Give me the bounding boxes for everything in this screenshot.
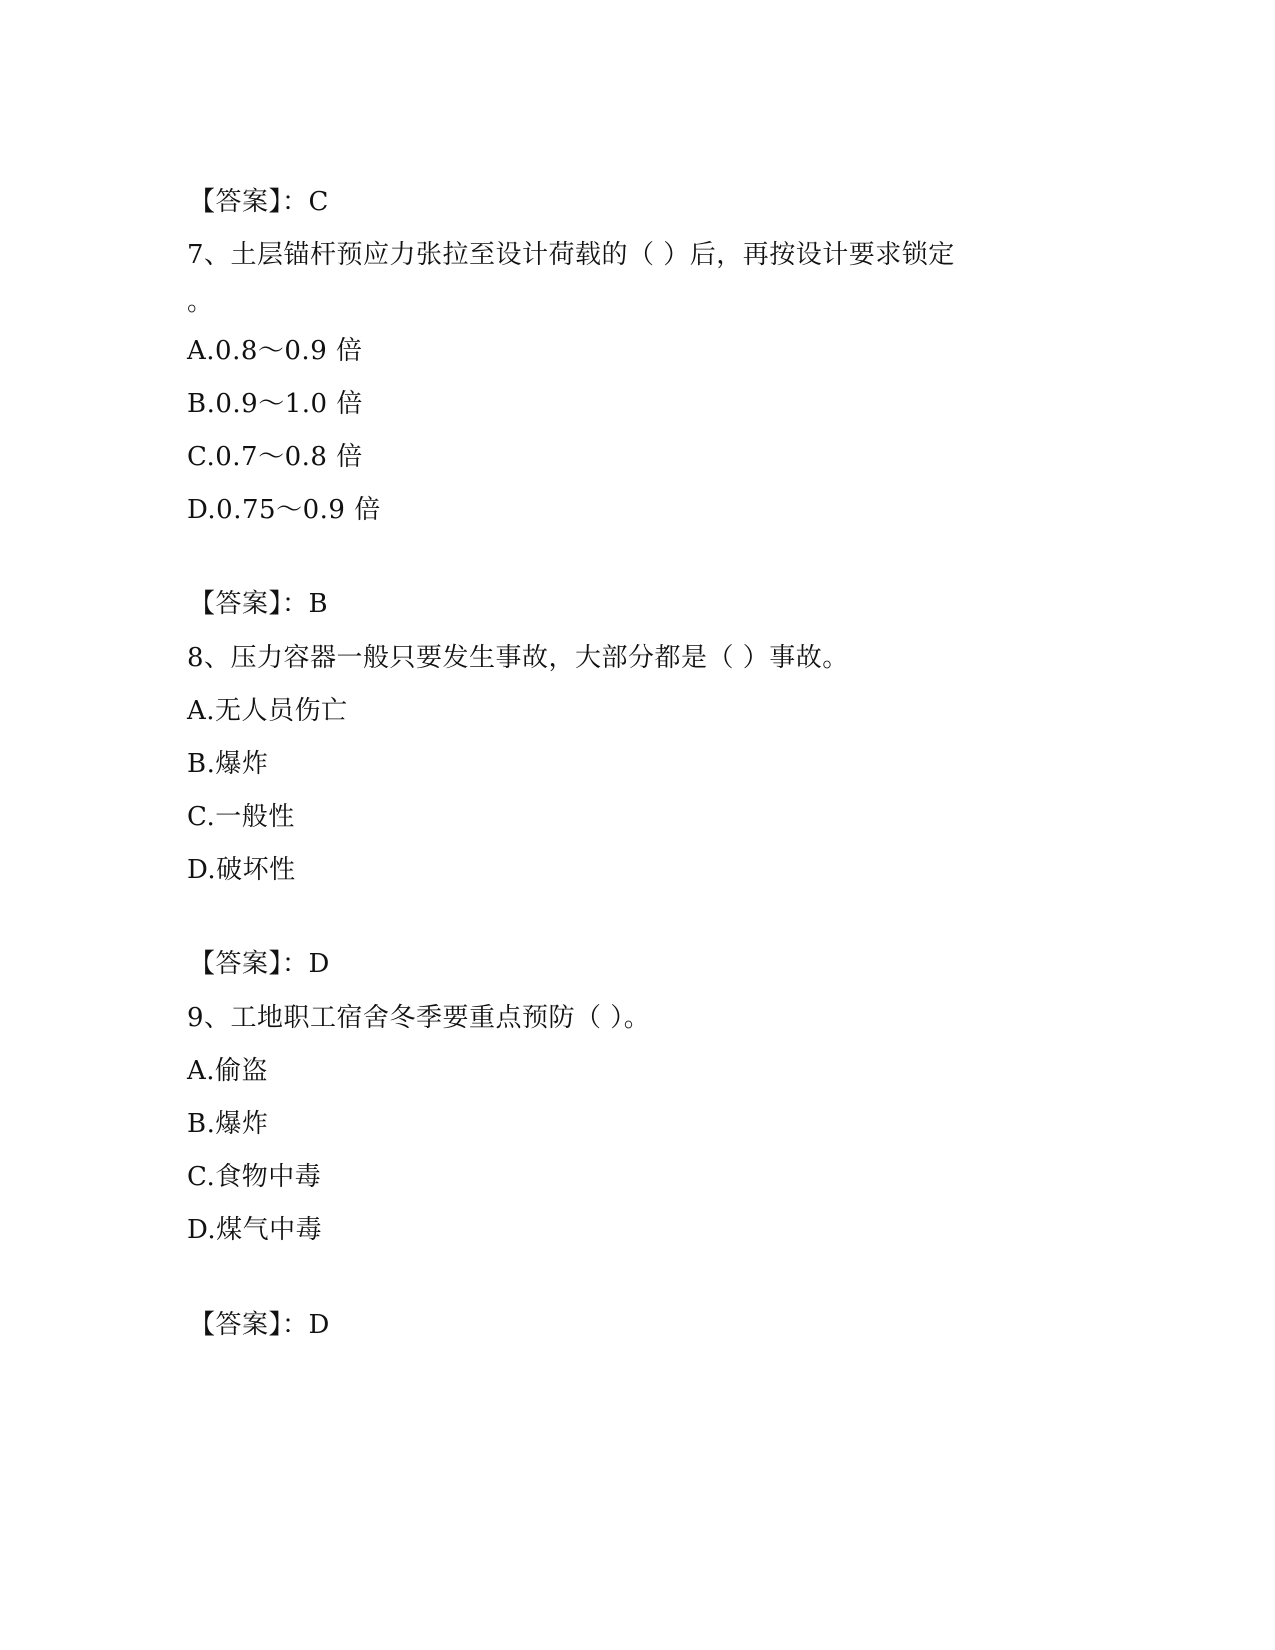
option-c: C.一般性	[187, 802, 295, 832]
answer-line: 【答案】：D	[189, 949, 330, 979]
option-d: D.煤气中毒	[187, 1215, 323, 1245]
answer-line: 【答案】：D	[189, 1310, 330, 1340]
question-stem-continuation: 。	[187, 287, 214, 317]
option-c: C.食物中毒	[187, 1162, 322, 1192]
option-b: B.爆炸	[187, 749, 269, 779]
option-a: A.无人员伤亡	[187, 696, 348, 726]
question-stem: 8、压力容器一般只要发生事故，大部分都是（ ）事故。	[187, 643, 849, 673]
answer-line: 【答案】：C	[189, 187, 329, 217]
question-stem: 9、工地职工宿舍冬季要重点预防（ ）。	[187, 1003, 651, 1033]
answer-line: 【答案】：B	[189, 589, 329, 619]
option-a: A.偷盗	[187, 1056, 269, 1086]
option-d: D.0.75～0.9 倍	[187, 495, 381, 525]
option-b: B.爆炸	[187, 1109, 269, 1139]
option-a: A.0.8～0.9 倍	[187, 336, 363, 366]
option-d: D.破坏性	[187, 855, 296, 885]
option-b: B.0.9～1.0 倍	[187, 389, 363, 419]
question-stem: 7、土层锚杆预应力张拉至设计荷载的（ ）后，再按设计要求锁定	[187, 240, 955, 270]
option-c: C.0.7～0.8 倍	[187, 442, 363, 472]
